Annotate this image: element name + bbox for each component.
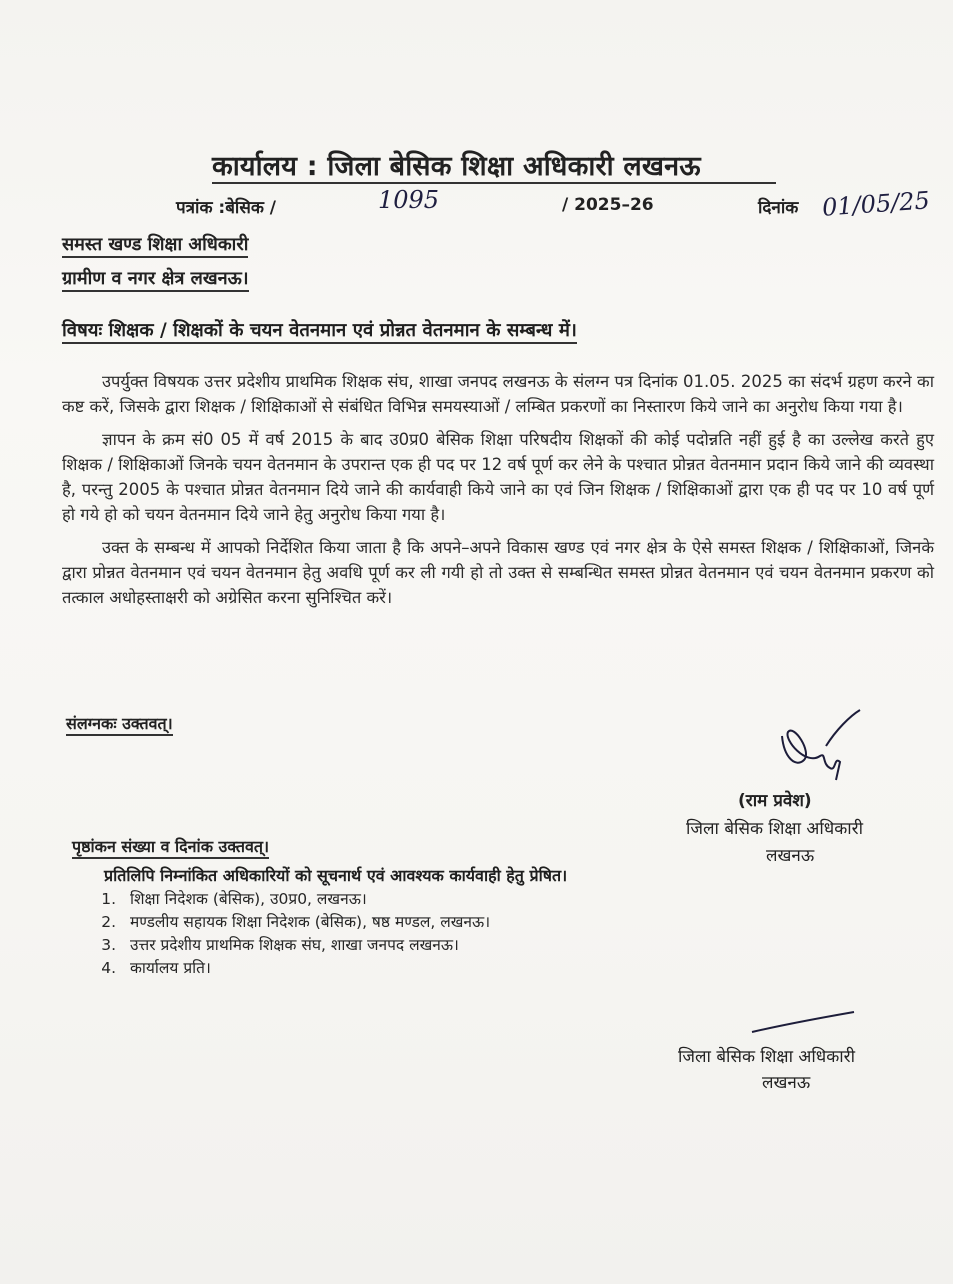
title-underline	[212, 182, 776, 184]
body-paragraph-1: उपर्युक्त विषयक उत्तर प्रदेशीय प्राथमिक शिक्षक संघ, शाखा जनपद लखनऊ के संलग्न पत्र दिनांक 01.05. 2025 का संदर्भ ग्रहण करने का कष्ट करें, जिसके द्वारा शिक्षक / शिक्षिकाओं से संबंधित विभिन्न समयस्याओं / लम्बित प्रकरणों का निस्तारण किये जाने का अनुरोध किया गया है।	[62, 372, 934, 416]
letter-body	[62, 369, 934, 610]
ref-number-handwritten: 1095	[378, 186, 440, 214]
footer-place: लखनऊ	[762, 1073, 811, 1093]
date-label: दिनांक	[758, 198, 799, 218]
addressee-line-1: समस्त खण्ड शिक्षा अधिकारी	[62, 234, 248, 258]
list-item: 2. मण्डलीय सहायक शिक्षा निदेशक (बेसिक), षष्ठ मण्डल, लखनऊ।	[101, 913, 491, 931]
list-item: 4. कार्यालय प्रति।	[101, 959, 211, 977]
body-paragraph-3: उक्त के सम्बन्ध में आपको निर्देशित किया जाता है कि अपने–अपने विकास खण्ड एवं नगर क्षेत्र के ऐसे समस्त शिक्षक / शिक्षिकाओं, जिनके द्वारा प्रोन्नत वेतनमान एवं चयन वेतनमान हेतु अवधि पूर्ण कर ली गयी हो तो उक्त से सम्बन्धित समस्त प्रोन्नत वेतनमान एवं चयन वेतनमान प्रकरण को तत्काल अधोहस्ताक्षरी को अग्रेसित करना सुनिश्चित करें।	[62, 538, 934, 607]
signatory-name: (राम प्रवेश)	[738, 791, 812, 811]
enclosure-note: संलग्नकः उक्तवत्।	[66, 714, 173, 736]
office-title: कार्यालय : जिला बेसिक शिक्षा अधिकारी लखनऊ	[212, 151, 701, 182]
copy-to-heading: प्रतिलिपि निम्नांकित अधिकारियों को सूचनार्थ एवं आवश्यक कार्यवाही हेतु प्रेषित।	[104, 866, 568, 885]
addressee-line-2: ग्रामीण व नगर क्षेत्र लखनऊ।	[62, 268, 249, 292]
list-item: 1. शिक्षा निदेशक (बेसिक), उ0प्र0, लखनऊ।	[101, 890, 367, 908]
subject-line: विषयः शिक्षक / शिक्षकों के चयन वेतनमान एवं प्रोन्नत वेतनमान के सम्बन्ध में।	[62, 320, 577, 344]
endorsement-title: पृष्ठांकन संख्या व दिनांक उक्तवत्।	[72, 837, 269, 859]
list-item: 3. उत्तर प्रदेशीय प्राथमिक शिक्षक संघ, शाखा जनपद लखनऊ।	[101, 936, 459, 954]
copy-recipient-list	[100, 888, 490, 980]
signature-mark	[776, 706, 866, 782]
signatory-designation: जिला बेसिक शिक्षा अधिकारी	[686, 819, 864, 839]
signatory-place: लखनऊ	[766, 846, 815, 866]
ref-year: / 2025–26	[562, 195, 654, 215]
date-handwritten: 01/05/25	[821, 186, 931, 222]
ref-prefix: पत्रांक :बेसिक /	[176, 198, 277, 218]
footer-designation: जिला बेसिक शिक्षा अधिकारी	[678, 1047, 856, 1067]
footer-signature-mark	[748, 1008, 860, 1038]
body-paragraph-2: ज्ञापन के क्रम सं0 05 में वर्ष 2015 के बाद उ0प्र0 बेसिक शिक्षा परिषदीय शिक्षकों की कोई पदोन्नति नहीं हुई है का उल्लेख करते हुए शिक्षक / शिक्षिकाओं जिनके चयन वेतनमान के उपरान्त एक ही पद पर 12 वर्ष पूर्ण कर लेने के पश्चात प्रोन्नत वेतनमान प्रदान किये जाने की व्यवस्था है, परन्तु 2005 के पश्चात प्रोन्नत वेतनमान दिये जाने की कार्यवाही किये जाने का एवं जिन शिक्षक / शिक्षिकाओं द्वारा एक ही पद पर 10 वर्ष पूर्ण हो गये हो को चयन वेतनमान दिये जाने हेतु अनुरोध किया गया है।	[62, 430, 934, 524]
